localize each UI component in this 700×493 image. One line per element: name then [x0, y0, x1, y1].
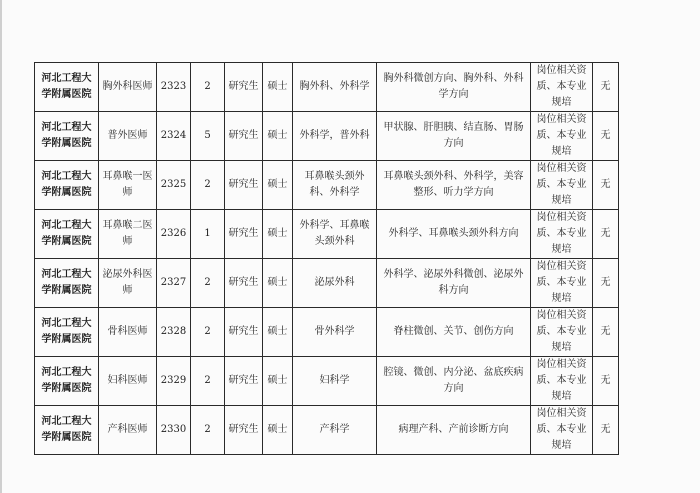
- major-cell: 产科学: [293, 406, 377, 455]
- table-row: [35, 210, 619, 259]
- table-row: [35, 259, 619, 308]
- unit-cell: 河北工程大学附属医院: [35, 259, 99, 308]
- post-cell: 耳鼻喉一医师: [99, 161, 157, 210]
- education-cell: 研究生: [225, 63, 263, 112]
- headcount-cell: 2: [191, 161, 225, 210]
- direction-cell: 外科学、泌尿外科微创、泌尿外科方向: [377, 259, 531, 308]
- major-cell: 耳鼻喉头颈外科、外科学: [293, 161, 377, 210]
- post-cell: 妇科医师: [99, 357, 157, 406]
- unit-cell: 河北工程大学附属医院: [35, 63, 99, 112]
- table-row: [35, 308, 619, 357]
- direction-cell: 腔镜、微创、内分泌、盆底疾病方向: [377, 357, 531, 406]
- table-row: [35, 112, 619, 161]
- major-cell: 骨外科学: [293, 308, 377, 357]
- degree-cell: 硕士: [263, 259, 293, 308]
- education-cell: 研究生: [225, 308, 263, 357]
- post-code-cell: 2325: [157, 161, 191, 210]
- major-cell: 外科学，普外科: [293, 112, 377, 161]
- direction-cell: 耳鼻喉头颈外科、外科学，美容整形、听力学方向: [377, 161, 531, 210]
- degree-cell: 硕士: [263, 63, 293, 112]
- direction-cell: 胸外科微创方向、胸外科、外科学方向: [377, 63, 531, 112]
- post-code-cell: 2324: [157, 112, 191, 161]
- education-cell: 研究生: [225, 259, 263, 308]
- post-code-cell: 2329: [157, 357, 191, 406]
- requirement-cell: 岗位相关资质、本专业规培: [531, 308, 593, 357]
- direction-cell: 外科学、耳鼻喉头颈外科方向: [377, 210, 531, 259]
- post-cell: 普外医师: [99, 112, 157, 161]
- post-cell: 骨科医师: [99, 308, 157, 357]
- other-cell: 无: [593, 259, 619, 308]
- requirement-cell: 岗位相关资质、本专业规培: [531, 406, 593, 455]
- other-cell: 无: [593, 357, 619, 406]
- major-cell: 泌尿外科: [293, 259, 377, 308]
- direction-cell: 脊柱微创、关节、创伤方向: [377, 308, 531, 357]
- major-cell: 外科学、耳鼻喉头颈外科: [293, 210, 377, 259]
- direction-cell: 病理产科、产前诊断方向: [377, 406, 531, 455]
- degree-cell: 硕士: [263, 210, 293, 259]
- unit-cell: 河北工程大学附属医院: [35, 161, 99, 210]
- post-cell: 耳鼻喉二医师: [99, 210, 157, 259]
- education-cell: 研究生: [225, 406, 263, 455]
- degree-cell: 硕士: [263, 112, 293, 161]
- headcount-cell: 2: [191, 357, 225, 406]
- other-cell: 无: [593, 210, 619, 259]
- page-edge: [0, 0, 2, 493]
- education-cell: 研究生: [225, 210, 263, 259]
- education-cell: 研究生: [225, 357, 263, 406]
- post-cell: 泌尿外科医师: [99, 259, 157, 308]
- degree-cell: 硕士: [263, 308, 293, 357]
- recruitment-table: [34, 62, 619, 455]
- headcount-cell: 2: [191, 406, 225, 455]
- unit-cell: 河北工程大学附属医院: [35, 308, 99, 357]
- post-code-cell: 2330: [157, 406, 191, 455]
- table-row: [35, 357, 619, 406]
- other-cell: 无: [593, 161, 619, 210]
- major-cell: 胸外科、外科学: [293, 63, 377, 112]
- requirement-cell: 岗位相关资质、本专业规培: [531, 63, 593, 112]
- unit-cell: 河北工程大学附属医院: [35, 112, 99, 161]
- table-row: [35, 161, 619, 210]
- other-cell: 无: [593, 308, 619, 357]
- education-cell: 研究生: [225, 161, 263, 210]
- requirement-cell: 岗位相关资质、本专业规培: [531, 210, 593, 259]
- other-cell: 无: [593, 406, 619, 455]
- requirement-cell: 岗位相关资质、本专业规培: [531, 357, 593, 406]
- headcount-cell: 5: [191, 112, 225, 161]
- headcount-cell: 2: [191, 63, 225, 112]
- other-cell: 无: [593, 63, 619, 112]
- other-cell: 无: [593, 112, 619, 161]
- unit-cell: 河北工程大学附属医院: [35, 210, 99, 259]
- post-code-cell: 2328: [157, 308, 191, 357]
- headcount-cell: 2: [191, 308, 225, 357]
- direction-cell: 甲状腺、肝胆胰、结直肠、胃肠方向: [377, 112, 531, 161]
- headcount-cell: 2: [191, 259, 225, 308]
- requirement-cell: 岗位相关资质、本专业规培: [531, 112, 593, 161]
- post-cell: 产科医师: [99, 406, 157, 455]
- degree-cell: 硕士: [263, 161, 293, 210]
- unit-cell: 河北工程大学附属医院: [35, 357, 99, 406]
- requirement-cell: 岗位相关资质、本专业规培: [531, 259, 593, 308]
- education-cell: 研究生: [225, 112, 263, 161]
- requirement-cell: 岗位相关资质、本专业规培: [531, 161, 593, 210]
- headcount-cell: 1: [191, 210, 225, 259]
- post-code-cell: 2327: [157, 259, 191, 308]
- table-row: [35, 406, 619, 455]
- degree-cell: 硕士: [263, 406, 293, 455]
- post-cell: 胸外科医师: [99, 63, 157, 112]
- major-cell: 妇科学: [293, 357, 377, 406]
- unit-cell: 河北工程大学附属医院: [35, 406, 99, 455]
- degree-cell: 硕士: [263, 357, 293, 406]
- post-code-cell: 2323: [157, 63, 191, 112]
- table-body: [35, 63, 619, 455]
- table-row: [35, 63, 619, 112]
- post-code-cell: 2326: [157, 210, 191, 259]
